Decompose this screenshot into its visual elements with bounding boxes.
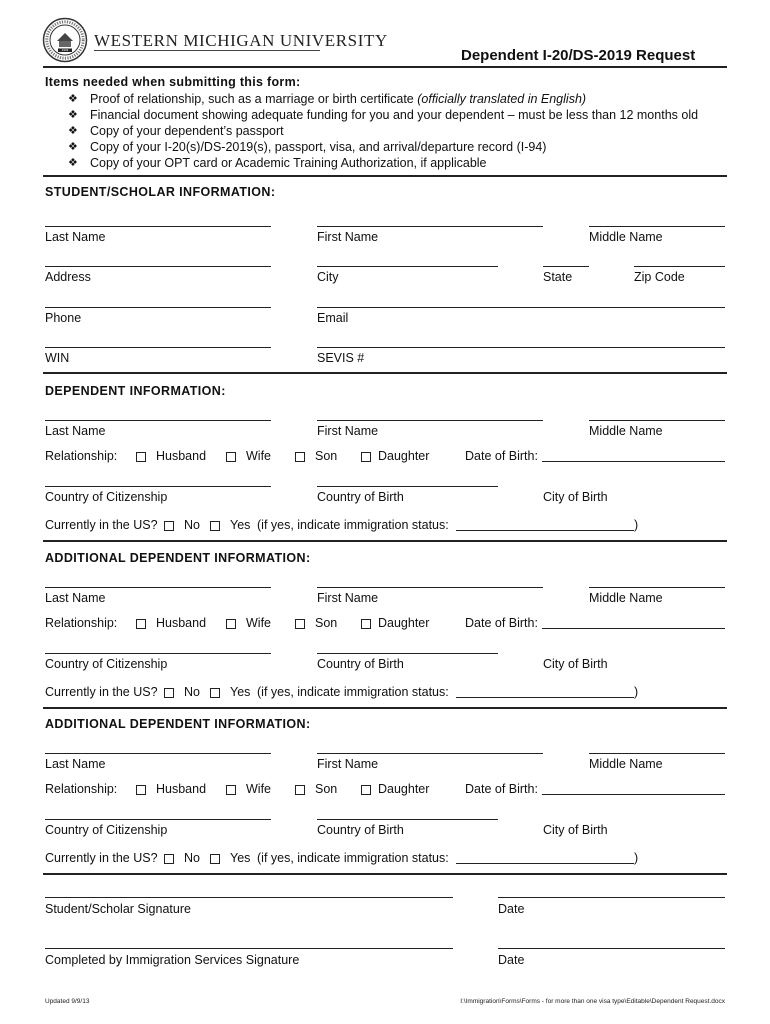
last-name-label: Last Name <box>45 230 106 244</box>
checkbox-yes-label: Yes <box>230 685 251 699</box>
dependent-first-name-label: First Name <box>317 424 379 438</box>
dependent-middle-name-field[interactable] <box>589 753 725 754</box>
phone-field[interactable] <box>45 307 271 308</box>
date-of-birth-field[interactable] <box>542 628 725 629</box>
checkbox-no-label: No <box>184 685 200 699</box>
checkbox-husband-label: Husband <box>156 616 207 630</box>
checkbox-daughter-label: Daughter <box>378 782 430 796</box>
immigration-status-note: (if yes, indicate immigration status: <box>257 685 449 699</box>
checkbox-no[interactable] <box>164 688 174 698</box>
dependent-middle-name-field[interactable] <box>589 420 725 421</box>
immigration-status-field[interactable] <box>456 697 634 698</box>
checkbox-daughter[interactable] <box>361 452 371 462</box>
date-of-birth-field[interactable] <box>542 794 725 795</box>
item-4 <box>90 141 546 154</box>
diamond-bullet-icon: ❖ <box>68 141 78 153</box>
dependent-middle-name-label: Middle Name <box>589 591 663 605</box>
country-citizenship-field[interactable] <box>45 819 271 820</box>
checkbox-yes-label: Yes <box>230 851 251 865</box>
first-name-label: First Name <box>317 230 379 244</box>
dependent-last-name-field[interactable] <box>45 753 271 754</box>
checkbox-son-label: Son <box>315 616 338 630</box>
date-of-birth-label: Date of Birth: <box>465 782 538 796</box>
checkbox-son[interactable] <box>295 785 305 795</box>
dependent-last-name-field[interactable] <box>45 587 271 588</box>
checkbox-no-label: No <box>184 851 200 865</box>
currently-in-us-label: Currently in the US? <box>45 685 158 699</box>
immigration-status-note: (if yes, indicate immigration status: <box>257 851 449 865</box>
immigration-status-close: ) <box>634 518 639 532</box>
section-divider <box>43 873 727 875</box>
immigration-status-field[interactable] <box>456 530 634 531</box>
diamond-bullet-icon: ❖ <box>68 125 78 137</box>
middle-name-field[interactable] <box>589 226 725 227</box>
checkbox-yes[interactable] <box>210 521 220 531</box>
country-birth-field[interactable] <box>317 653 498 654</box>
checkbox-son[interactable] <box>295 619 305 629</box>
country-citizenship-label: Country of Citizenship <box>45 823 168 837</box>
last-name-field[interactable] <box>45 226 271 227</box>
student-signature-label: Student/Scholar Signature <box>45 902 191 916</box>
date-of-birth-field[interactable] <box>542 461 725 462</box>
sevis-label: SEVIS # <box>317 351 365 365</box>
item-3 <box>90 125 284 138</box>
item-text: Copy of your dependent’s passport <box>90 124 284 138</box>
section-divider <box>43 707 727 709</box>
phone-label: Phone <box>45 311 82 325</box>
checkbox-wife[interactable] <box>226 452 236 462</box>
address-field[interactable] <box>45 266 271 267</box>
checkbox-husband[interactable] <box>136 452 146 462</box>
city-birth-label: City of Birth <box>543 490 608 504</box>
immigration-signature-label: Completed by Immigration Services Signature <box>45 953 300 967</box>
university-logotype: WESTERN MICHIGAN UNIVERSITY <box>94 31 388 50</box>
checkbox-son[interactable] <box>295 452 305 462</box>
relationship-label: Relationship: <box>45 449 118 463</box>
city-birth-label: City of Birth <box>543 657 608 671</box>
middle-name-label: Middle Name <box>589 230 663 244</box>
country-birth-field[interactable] <box>317 486 498 487</box>
checkbox-daughter-label: Daughter <box>378 616 430 630</box>
state-field[interactable] <box>543 266 589 267</box>
dependent-heading: ADDITIONAL DEPENDENT INFORMATION: <box>45 551 311 565</box>
dependent-first-name-field[interactable] <box>317 420 543 421</box>
dependent-last-name-field[interactable] <box>45 420 271 421</box>
date1-label: Date <box>498 902 525 916</box>
dependent-middle-name-label: Middle Name <box>589 424 663 438</box>
sevis-field[interactable] <box>317 347 725 348</box>
immigration-signature-field[interactable] <box>45 948 453 949</box>
checkbox-wife-label: Wife <box>246 449 271 463</box>
date-of-birth-label: Date of Birth: <box>465 616 538 630</box>
checkbox-yes[interactable] <box>210 854 220 864</box>
diamond-bullet-icon: ❖ <box>68 109 78 121</box>
student-heading: STUDENT/SCHOLAR INFORMATION: <box>45 185 276 199</box>
item-note: (officially translated in English) <box>417 92 587 106</box>
first-name-field[interactable] <box>317 226 543 227</box>
checkbox-daughter-label: Daughter <box>378 449 430 463</box>
date1-field[interactable] <box>498 897 725 898</box>
dependent-first-name-field[interactable] <box>317 587 543 588</box>
country-citizenship-field[interactable] <box>45 653 271 654</box>
dependent-last-name-label: Last Name <box>45 757 106 771</box>
item-text: Copy of your I-20(s)/DS-2019(s), passport, visa, and arrival/departure record (I-94) <box>90 140 547 154</box>
file-path: I:\Immigration\Forms\Forms - for more than one visa type\Editable\Dependent Request.docx <box>460 998 725 1005</box>
date2-label: Date <box>498 953 525 967</box>
checkbox-son-label: Son <box>315 782 338 796</box>
item-2 <box>90 109 698 122</box>
checkbox-son-label: Son <box>315 449 338 463</box>
checkbox-wife[interactable] <box>226 619 236 629</box>
item-5 <box>90 157 487 170</box>
student-divider <box>43 372 727 374</box>
checkbox-husband[interactable] <box>136 785 146 795</box>
checkbox-husband-label: Husband <box>156 449 207 463</box>
relationship-label: Relationship: <box>45 782 118 796</box>
checkbox-daughter[interactable] <box>361 785 371 795</box>
currently-in-us-label: Currently in the US? <box>45 518 158 532</box>
country-birth-label: Country of Birth <box>317 823 404 837</box>
city-label: City <box>317 270 339 284</box>
items-heading: Items needed when submitting this form: <box>45 75 301 89</box>
email-label: Email <box>317 311 349 325</box>
email-field[interactable] <box>317 307 725 308</box>
dependent-middle-name-label: Middle Name <box>589 757 663 771</box>
form-title: Dependent I-20/DS-2019 Request <box>461 47 696 64</box>
date-of-birth-label: Date of Birth: <box>465 449 538 463</box>
address-label: Address <box>45 270 91 284</box>
country-birth-field[interactable] <box>317 819 498 820</box>
dependent-last-name-label: Last Name <box>45 591 106 605</box>
section-divider <box>43 540 727 542</box>
date2-field[interactable] <box>498 948 725 949</box>
immigration-status-close: ) <box>634 685 639 699</box>
win-field[interactable] <box>45 347 271 348</box>
checkbox-yes-label: Yes <box>230 518 251 532</box>
checkbox-wife-label: Wife <box>246 616 271 630</box>
checkbox-husband-label: Husband <box>156 782 207 796</box>
city-field[interactable] <box>317 266 498 267</box>
country-citizenship-field[interactable] <box>45 486 271 487</box>
items-divider <box>43 175 727 177</box>
item-text: Proof of relationship, such as a marriage or birth certificate <box>90 92 418 106</box>
dependent-first-name-label: First Name <box>317 591 379 605</box>
checkbox-wife[interactable] <box>226 785 236 795</box>
zip-label: Zip Code <box>634 270 685 284</box>
dependent-heading: DEPENDENT INFORMATION: <box>45 384 226 398</box>
updated-date: Updated 9/9/13 <box>45 998 90 1005</box>
country-citizenship-label: Country of Citizenship <box>45 490 168 504</box>
dependent-first-name-field[interactable] <box>317 753 543 754</box>
item-text: Financial document showing adequate funding for you and your dependent – must be less than 12 months old <box>90 108 699 122</box>
immigration-status-note: (if yes, indicate immigration status: <box>257 518 449 532</box>
country-birth-label: Country of Birth <box>317 657 404 671</box>
dependent-first-name-label: First Name <box>317 757 379 771</box>
relationship-label: Relationship: <box>45 616 118 630</box>
state-label: State <box>543 270 573 284</box>
header-divider <box>43 66 727 68</box>
country-birth-label: Country of Birth <box>317 490 404 504</box>
dependent-last-name-label: Last Name <box>45 424 106 438</box>
student-signature-field[interactable] <box>45 897 453 898</box>
immigration-status-close: ) <box>634 851 639 865</box>
checkbox-no[interactable] <box>164 521 174 531</box>
checkbox-yes[interactable] <box>210 688 220 698</box>
diamond-bullet-icon: ❖ <box>68 157 78 169</box>
item-text: Copy of your OPT card or Academic Training Authorization, if applicable <box>90 156 487 170</box>
checkbox-no-label: No <box>184 518 200 532</box>
checkbox-wife-label: Wife <box>246 782 271 796</box>
diamond-bullet-icon: ❖ <box>68 93 78 105</box>
immigration-status-field[interactable] <box>456 863 634 864</box>
dependent-middle-name-field[interactable] <box>589 587 725 588</box>
checkbox-daughter[interactable] <box>361 619 371 629</box>
dependent-heading: ADDITIONAL DEPENDENT INFORMATION: <box>45 717 311 731</box>
country-citizenship-label: Country of Citizenship <box>45 657 168 671</box>
header-rule <box>94 50 320 51</box>
checkbox-no[interactable] <box>164 854 174 864</box>
university-seal <box>42 17 88 63</box>
checkbox-husband[interactable] <box>136 619 146 629</box>
city-birth-label: City of Birth <box>543 823 608 837</box>
currently-in-us-label: Currently in the US? <box>45 851 158 865</box>
zip-field[interactable] <box>634 266 725 267</box>
item-1 <box>90 93 586 106</box>
win-label: WIN <box>45 351 70 365</box>
seal-year: 1903 <box>61 47 69 52</box>
